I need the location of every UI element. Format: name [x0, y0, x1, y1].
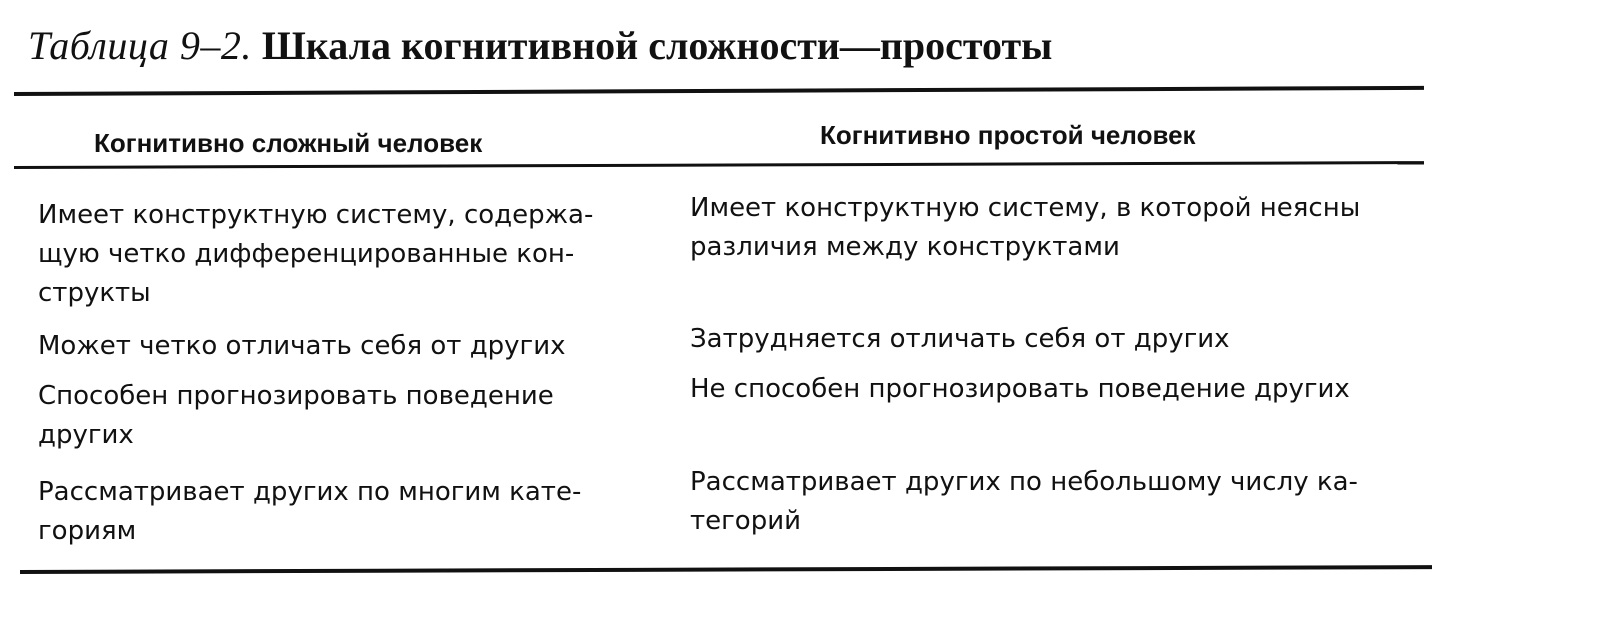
table-row-4-simple: Рассматривает других по небольшому числу ка- тегорий [690, 467, 1358, 536]
table-caption [28, 22, 1052, 69]
table-row-1-complex: Имеет конструктную систему, содержа- щую четко дифференцированные кон- структы [38, 200, 594, 308]
caption-label: Таблица 9–2. [28, 23, 252, 68]
table-row-2-complex: Может четко отличать себя от других [38, 331, 566, 361]
caption-title: Шкала когнитивной сложности—простоты [261, 23, 1053, 68]
table-row-3-complex: Способен прогнозировать поведение других [38, 381, 554, 450]
column-header-simple: Когнитивно простой человек [820, 120, 1196, 150]
table-row-2-simple: Затрудняется отличать себя от других [690, 324, 1230, 354]
table-top-rule [14, 86, 1424, 96]
table-row-1-simple: Имеет конструктную систему, в которой неясны различия между конструктами [690, 193, 1361, 262]
table-row-3-simple: Не способен прогнозировать поведение других [690, 374, 1350, 404]
column-header-complex: Когнитивно сложный человек [94, 128, 483, 158]
table-header-rule [14, 161, 1424, 169]
table-row-4-complex: Рассматривает других по многим кате- гориям [38, 477, 582, 546]
table-bottom-rule [20, 565, 1432, 574]
